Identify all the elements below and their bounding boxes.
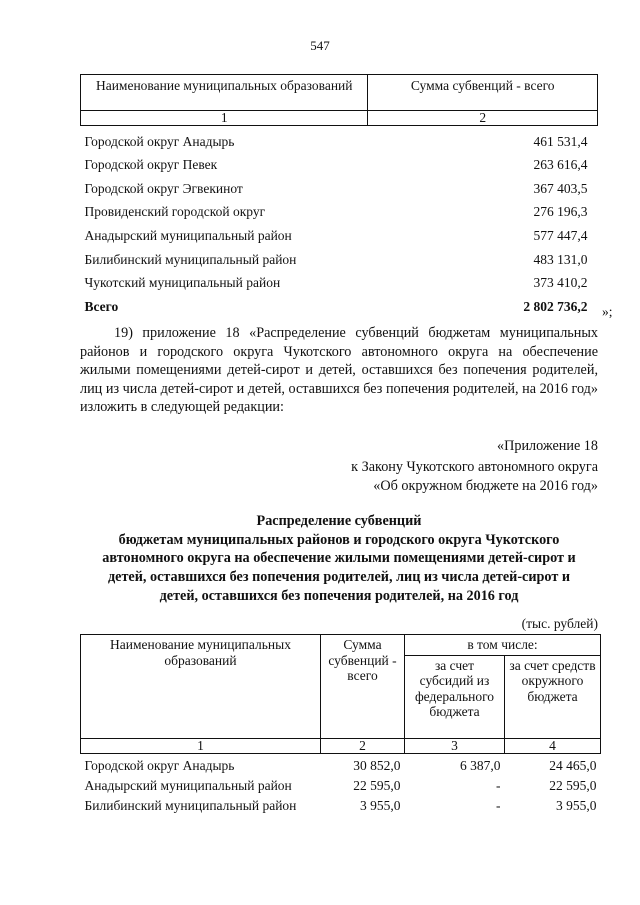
subventions-total-table — [80, 74, 598, 315]
column-number: 2 — [368, 111, 598, 126]
table-row — [81, 220, 598, 244]
table-row — [81, 244, 598, 268]
amount-value: 367 403,5 — [533, 180, 588, 196]
district-value: 22 595,0 — [549, 777, 597, 793]
federal-value: - — [496, 797, 501, 813]
municipality-name: Провиденский городской округ — [84, 204, 266, 220]
appendix-line-1: «Приложение 18 — [497, 438, 598, 454]
amount-value: 577 447,4 — [533, 227, 588, 243]
title-line: Распределение субвенций — [256, 513, 422, 529]
title-line: бюджетам муниципальных районов и городского округа Чукотского — [118, 531, 560, 548]
table-row — [81, 794, 601, 814]
total-value: 3 955,0 — [360, 797, 401, 813]
table-row — [81, 197, 598, 221]
municipality-name: Чукотский муниципальный район — [84, 275, 281, 291]
table-row — [81, 753, 601, 774]
district-value: 24 465,0 — [549, 757, 597, 773]
municipality-name: Билибинский муниципальный район — [84, 251, 297, 267]
amount-value: 483 131,0 — [533, 251, 588, 267]
total-value: 2 802 736,2 — [523, 298, 588, 314]
column-header-total: Сумма субвенций - всего — [321, 635, 405, 739]
total-value: 30 852,0 — [353, 757, 401, 773]
federal-value: - — [496, 777, 501, 793]
appendix-line-2: к Закону Чукотского автономного округа — [351, 459, 598, 475]
municipality-name: Городской округ Эгвекинот — [84, 180, 243, 196]
total-label: Всего — [84, 298, 119, 314]
district-value: 3 955,0 — [556, 797, 597, 813]
column-header-federal: за счет субсидий из федерального бюджета — [405, 655, 505, 738]
amount-value: 461 531,4 — [533, 133, 588, 149]
title-line: детей, оставшихся без попечения родителей, на 2016 год — [159, 587, 519, 604]
table-row — [81, 268, 598, 292]
municipality-name: Анадырский муниципальный район — [84, 777, 292, 793]
municipality-name: Городской округ Анадырь — [84, 133, 235, 149]
document-title — [72, 512, 606, 606]
column-number: 1 — [81, 111, 368, 126]
column-number: 1 — [81, 738, 321, 753]
subventions-detail-table — [80, 634, 601, 814]
amount-value: 373 410,2 — [533, 275, 588, 291]
appendix-line-3: «Об окружном бюджете на 2016 год» — [373, 478, 598, 494]
amendment-paragraph — [80, 324, 598, 417]
table-row — [81, 126, 598, 150]
federal-value: 6 387,0 — [460, 757, 501, 773]
municipality-name: Городской округ Певек — [84, 157, 218, 173]
total-row — [81, 291, 598, 315]
column-header-including: в том числе: — [405, 635, 601, 656]
page-number: 547 — [310, 38, 330, 53]
column-header-name: Наименование муниципальных образований — [81, 635, 321, 739]
amendment-text: 19) приложение 18 «Распределение субвенций бюджетам муниципальных районов и городского округа Чукотского автономного округа на обеспечение жилыми помещениями детей-сирот и детей, оставшихся без попечения родителей, лиц из числа детей-сирот и детей, оставшихся без попечения родителей, на 2016 год» изложить в следующей редакции: — [80, 325, 598, 415]
title-line: автономного округа на обеспечение жилыми помещениями детей-сирот и — [102, 550, 576, 567]
municipality-name: Анадырский муниципальный район — [84, 227, 292, 243]
column-number: 4 — [505, 738, 601, 753]
column-number: 2 — [321, 738, 405, 753]
municipality-name: Билибинский муниципальный район — [84, 797, 297, 813]
table-row — [81, 774, 601, 794]
municipality-name: Городской округ Анадырь — [84, 757, 235, 773]
column-number: 3 — [405, 738, 505, 753]
column-header-district: за счет средств окружного бюджета — [505, 655, 601, 738]
total-value: 22 595,0 — [353, 777, 401, 793]
column-header-amount: Сумма субвенций - всего — [368, 75, 598, 111]
table-row — [81, 173, 598, 197]
amount-value: 276 196,3 — [533, 204, 588, 220]
table-row — [81, 150, 598, 174]
title-line: детей, оставшихся без попечения родителей, лиц из числа детей-сирот и — [107, 569, 571, 586]
amount-value: 263 616,4 — [533, 157, 588, 173]
unit-label: (тыс. рублей) — [521, 616, 598, 631]
column-header-name: Наименование муниципальных образований — [81, 75, 368, 111]
closing-quote: »; — [602, 304, 613, 319]
